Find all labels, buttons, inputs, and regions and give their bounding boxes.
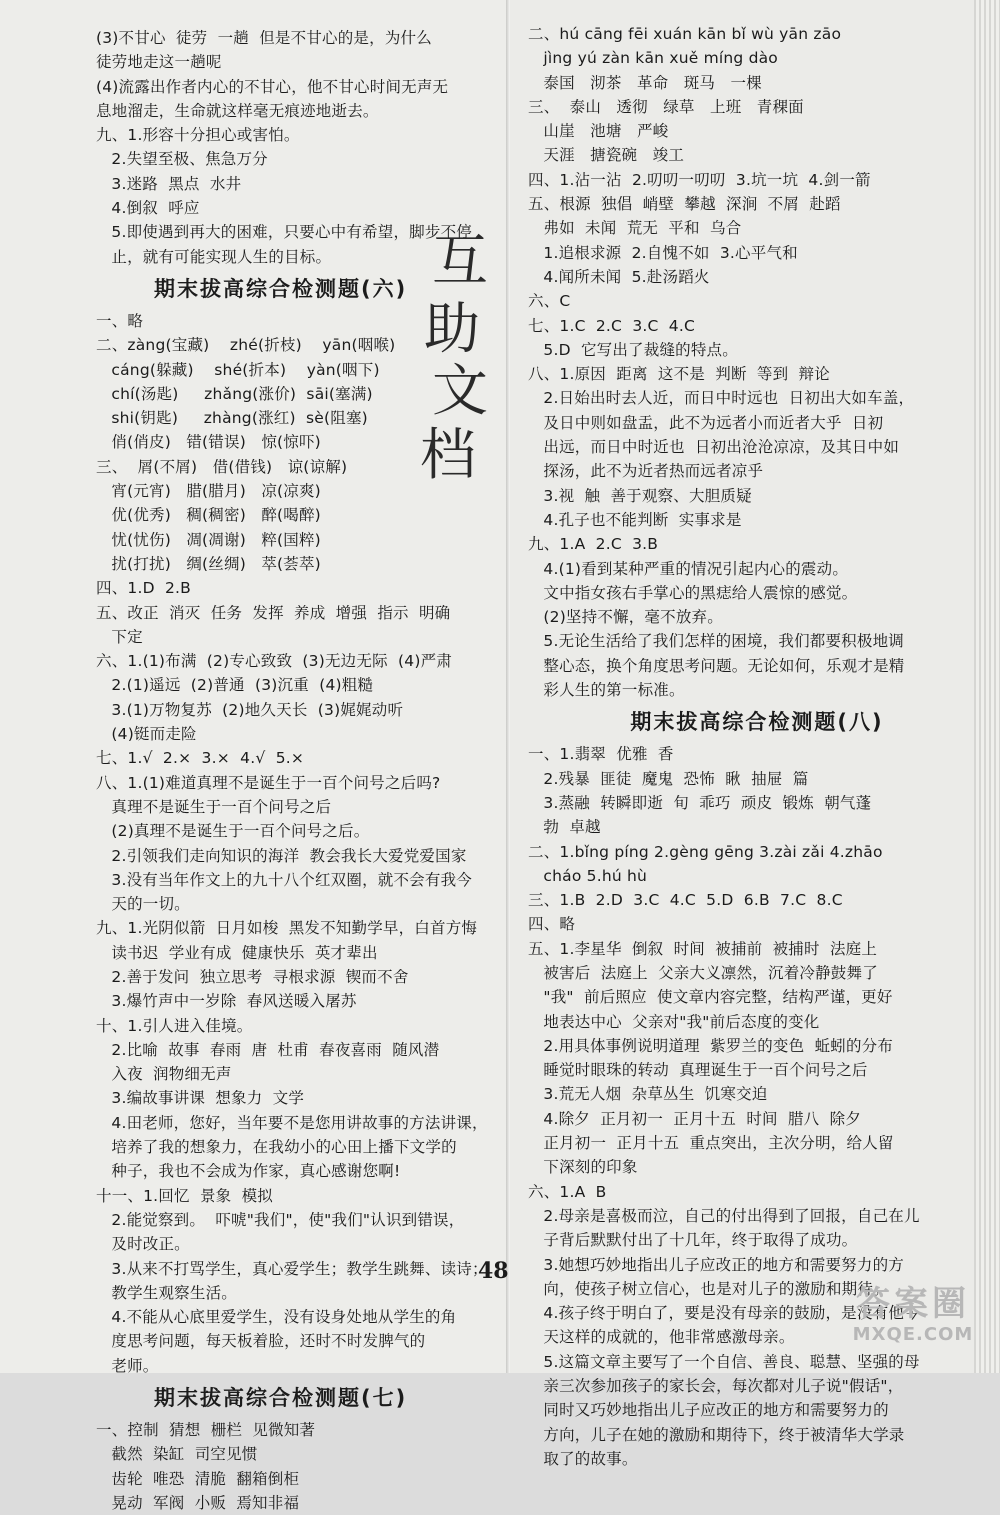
answer-line: 八、1.原因 距离 这不是 判断 等到 辩论 (528, 365, 830, 384)
answer-line: 彩人生的第一标准。 (528, 681, 685, 700)
answer-line: 2.用具体事例说明道理 紫罗兰的变色 蚯蚓的分布 (528, 1036, 894, 1055)
answer-line: shi(钥匙) zhàng(涨红) sè(阻塞) (96, 409, 368, 428)
answer-line: 六、C (528, 292, 571, 311)
right-page (510, 0, 1000, 1468)
answer-line: 下深刻的印象 (528, 1158, 638, 1177)
left-block-3 (96, 1418, 496, 1515)
answer-line: 四、1.沾一沾 2.叨叨一叨叨 3.坑一坑 4.剑一箭 (528, 170, 871, 189)
handwriting-char-4: 档 (420, 423, 476, 488)
handwriting-char-3: 文 (432, 359, 488, 424)
answer-line: 种子，我也不会成为作家，真心感谢您啊! (96, 1162, 401, 1181)
answer-line: 4.倒叙 呼应 (96, 199, 200, 218)
answer-line: 十、1.引人进入佳境。 (96, 1016, 253, 1035)
answer-line: 正月初一 正月十五 重点突出，主次分明，给人留 (528, 1134, 894, 1153)
answer-line: (4)流露出作者内心的不甘心，他不甘心时间无声无 (96, 77, 449, 96)
test-title-6: 期末拔高综合检测题(六) (154, 276, 408, 301)
answer-line: 扰(打扰) 绸(丝绸) 萃(荟萃) (96, 554, 321, 573)
answer-line: 2.能觉察到。 吓唬"我们"，使"我们"认识到错误， (96, 1210, 465, 1229)
answer-line: 睡觉时眼珠的转动 真理诞生于一百个问号之后 (528, 1061, 868, 1080)
answer-line: 四、略 (528, 915, 576, 934)
answer-line: (3)不甘心 徒劳 一趟 但是不甘心的是，为什么 (96, 29, 432, 47)
answer-line: 5.无论生活给了我们怎样的困境，我们都要积极地调 (528, 632, 904, 651)
answer-line: 勃 卓越 (528, 818, 601, 837)
answer-line: 七、1.C 2.C 3.C 4.C (528, 316, 696, 335)
answer-line: 俏(俏皮) 错(错误) 惊(惊吓) (96, 433, 321, 452)
answer-line: 三、 屑(不屑) 借(借钱) 谅(谅解) (96, 457, 348, 476)
answer-line: 5.这篇文章主要写了一个自信、善良、聪慧、坚强的母 (528, 1352, 920, 1371)
answer-line: 2.失望至极、焦急万分 (96, 150, 268, 169)
answer-line: 山崖 池塘 严峻 (528, 122, 669, 141)
answer-line: 入夜 润物细无声 (96, 1065, 232, 1084)
handwriting-char-1: 互 (432, 229, 488, 294)
answer-line: 一、1.翡翠 优雅 香 (528, 745, 674, 764)
answer-line: 五、1.李星华 倒叙 时间 被捕前 被捕时 法庭上 (528, 939, 878, 958)
answer-line: 3.蒸融 转瞬即逝 旬 乖巧 顽皮 锻炼 朝气蓬 (528, 793, 872, 812)
answer-line: 二、1.bǐng píng 2.gèng gēng 3.zài zǎi 4.zhāo (528, 842, 883, 861)
answer-line: 3.视 触 善于观察、大胆质疑 (528, 486, 752, 505)
answer-line: 一、控制 猜想 栅栏 见微知著 (96, 1421, 316, 1440)
answer-line: 截然 染缸 司空见惯 (96, 1445, 258, 1464)
answer-line: 八、1.(1)难道真理不是诞生于一百个问号之后吗? (96, 773, 441, 792)
answer-line: (4)铤而走险 (96, 725, 197, 744)
answer-line: 三、 泰山 透彻 绿草 上班 青稞面 (528, 97, 804, 116)
answer-line: 方向，儿子在她的激励和期待下，终于被清华大学录 (528, 1425, 905, 1444)
answer-line: 天的一切。 (96, 895, 190, 914)
answer-line: 泰国 沏茶 革命 斑马 一棵 (528, 73, 762, 92)
answer-line: 探汤，此不为近者热而远者凉乎 (528, 462, 764, 481)
answer-line: 九、1.形容十分担心或害怕。 (96, 126, 300, 145)
answer-line: 九、1.A 2.C 3.B (528, 535, 659, 554)
answer-line: 被害后 法庭上 父亲大义凛然，沉着冷静鼓舞了 (528, 963, 878, 982)
answer-line: 五、根源 独倡 峭壁 攀越 深涧 不屑 赴蹈 (528, 195, 841, 214)
answer-line: 四、1.D 2.B (96, 579, 192, 598)
answer-line: 三、1.B 2.D 3.C 4.C 5.D 6.B 7.C 8.C (528, 891, 843, 910)
answer-line: (2)真理不是诞生于一百个问号之后。 (96, 822, 370, 841)
answer-line: 3.从来不打骂学生，真心爱学生；教学生跳舞、读诗； (96, 1259, 488, 1278)
watermark-line-2: MXQE.COM (852, 1324, 974, 1345)
answer-line: 宵(元宵) 腊(腊月) 凉(凉爽) (96, 482, 321, 501)
answer-line: 向，使孩子树立信心，也是对儿子的激励和期待。 (528, 1279, 889, 1298)
answer-line: 出远，而日中时近也 日初出沧沧凉凉，及其日中如 (528, 438, 900, 457)
answer-line: 优(优秀) 稠(稠密) 醉(喝醉) (96, 506, 321, 525)
answer-line: 亲三次参加孩子的家长会，每次都对儿子说"假话"， (528, 1377, 904, 1396)
answer-line: 5.D 它写出了裁缝的特点。 (528, 340, 738, 359)
answer-line: 息地溜走，生命就这样毫无痕迹地逝去。 (96, 101, 379, 120)
right-block-1 (528, 22, 986, 702)
answer-line: 3.她想巧妙地指出儿子应改正的地方和需要努力的方 (528, 1255, 904, 1274)
right-block-2 (528, 742, 986, 1471)
watermark-line-1: 答案圈 (856, 1284, 970, 1324)
answer-line: 及时改正。 (96, 1235, 190, 1254)
answer-line: 下定 (96, 627, 143, 646)
answer-line: 二、zàng(宝藏) zhé(折枝) yān(咽喉) (96, 336, 396, 355)
answer-line: 3.(1)万物复苏 (2)地久天长 (3)娓娓动听 (96, 700, 404, 719)
handwriting-char-2: 助 (424, 297, 480, 362)
answer-line: 真理不是诞生于一百个问号之后 (96, 797, 332, 816)
answer-line: 1.追根求源 2.自愧不如 3.心平气和 (528, 243, 798, 262)
answer-line: 七、1.√ 2.× 3.× 4.√ 5.× (96, 749, 305, 768)
answer-line: 同时又巧妙地指出儿子应改正的地方和需要努力的 (528, 1401, 889, 1420)
answer-line: 子背后默默付出了十几年，终于取得了成功。 (528, 1231, 858, 1250)
answer-line: 2.日始出时去人近，而日中时远也 日初出大如车盖， (528, 389, 915, 408)
answer-line: 4.闻所未闻 5.赴汤蹈火 (528, 267, 710, 286)
answer-line: cháo 5.hú hù (528, 866, 648, 885)
answer-line: 4.田老师，您好，当年要不是您用讲故事的方法讲课， (96, 1113, 488, 1132)
answer-line: "我" 前后照应 使文章内容完整，结构严谨，更好 (528, 988, 893, 1007)
answer-line: 4.孩子终于明白了，要是没有母亲的鼓励，是没有他今 (528, 1304, 920, 1323)
answer-line: 止，就有可能实现人生的目标。 (96, 247, 332, 266)
answer-line: 4.除夕 正月初一 正月十五 时间 腊八 除夕 (528, 1109, 862, 1128)
watermark-logo (838, 1284, 988, 1346)
answer-line: 4.不能从心底里爱学生，没有设身处地从学生的角 (96, 1308, 457, 1327)
answer-line: 九、1.光阴似箭 日月如梭 黑发不知勤学早，白首方悔 (96, 919, 478, 938)
answer-line: 3.荒无人烟 杂草丛生 饥寒交迫 (528, 1085, 768, 1104)
answer-line: 读书迟 学业有成 健康快乐 英才辈出 (96, 943, 378, 962)
answer-line: 2.引领我们走向知识的海洋 教会我长大爱党爱国家 (96, 846, 467, 865)
test-title-7: 期末拔高综合检测题(七) (154, 1386, 408, 1411)
answer-line: 六、1.A B (528, 1182, 607, 1201)
answer-line: 文中指女孩右手掌心的黑痣给人震惊的感觉。 (528, 583, 858, 602)
answer-line: 2.比喻 故事 春雨 唐 杜甫 春夜喜雨 随风潜 (96, 1040, 440, 1059)
answer-line: 弗如 未闻 荒无 平和 乌合 (528, 219, 742, 238)
answer-line: 老师。 (96, 1356, 159, 1375)
answer-line: 培养了我的想象力，在我幼小的心田上播下文学的 (96, 1138, 457, 1157)
answer-line: 齿轮 唯恐 清脆 翻箱倒柜 (96, 1469, 300, 1488)
answer-line: 2.(1)遥远 (2)普通 (3)沉重 (4)粗糙 (96, 676, 374, 695)
answer-line: 及日中则如盘盂，此不为远者小而近者大乎 日初 (528, 413, 884, 432)
answer-line: 2.善于发问 独立思考 寻根求源 锲而不舍 (96, 967, 409, 986)
answer-line: 天涯 搪瓷碗 竣工 (528, 146, 685, 165)
answer-line: 教学生观察生活。 (96, 1283, 237, 1302)
answer-line: 五、改正 消灭 任务 发挥 养成 增强 指示 明确 (96, 603, 451, 622)
page-number: 48 (478, 1258, 509, 1284)
answer-line: 4.(1)看到某种严重的情况引起内心的震动。 (528, 559, 849, 578)
page-edge (974, 0, 1000, 1373)
answer-line: 晃动 军阀 小贩 焉知非福 (96, 1493, 300, 1512)
test-title-8: 期末拔高综合检测题(八) (630, 710, 884, 735)
answer-line: 徒劳地走这一趟呢 (96, 53, 222, 72)
answer-line: 忧(忧伤) 凋(凋谢) 粹(国粹) (96, 530, 321, 549)
answer-line: 3.爆竹声中一岁除 春风送暖入屠苏 (96, 992, 357, 1011)
answer-line: 5.即使遇到再大的困难，只要心中有希望，脚步不停 (96, 223, 472, 242)
answer-line: 取了的故事。 (528, 1449, 638, 1468)
answer-line: 天这样的成就的，他非常感激母亲。 (528, 1328, 795, 1347)
answer-line: 六、1.(1)布满 (2)专心致致 (3)无边无际 (4)严肃 (96, 652, 452, 671)
answer-line: 十一、1.回忆 景象 模拟 (96, 1186, 273, 1205)
answer-line: 二、hú cāng fēi xuán kān bǐ wù yān zāo (528, 25, 842, 43)
answer-line: cáng(躲藏) shé(折本) yàn(咽下) (96, 360, 380, 379)
answer-line: 2.残暴 匪徒 魔鬼 恐怖 瞅 抽屉 篇 (528, 769, 809, 788)
answer-line: 3.没有当年作文上的九十八个红双圈，就不会有我今 (96, 870, 472, 889)
answer-line: 一、略 (96, 311, 144, 330)
answer-line: 2.母亲是喜极而泣，自己的付出得到了回报，自己在儿 (528, 1206, 920, 1225)
answer-line: (2)坚持不懈，毫不放弃。 (528, 608, 723, 627)
answer-line: 4.孔子也不能判断 实事求是 (528, 510, 742, 529)
answer-line: 整心态，换个角度思考问题。无论如何，乐观才是精 (528, 656, 905, 675)
answer-line: 3.编故事讲课 想象力 文学 (96, 1089, 305, 1108)
answer-line: 度思考问题，每天板着脸，还时不时发脾气的 (96, 1332, 426, 1351)
answer-line: chí(汤匙) zhǎng(涨价) sāi(塞满) (96, 384, 373, 403)
answer-line: jìng yú zàn kān xuě míng dào (528, 49, 778, 68)
answer-line: 3.迷路 黑点 水井 (96, 174, 242, 193)
answer-line: 地表达中心 父亲对"我"前后态度的变化 (528, 1012, 820, 1031)
